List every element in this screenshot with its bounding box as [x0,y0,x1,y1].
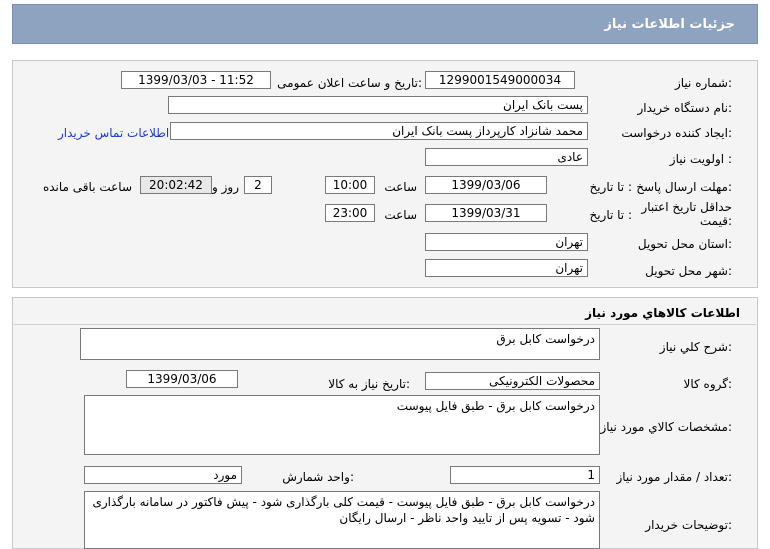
city-label: شهر محل تحویل: [645,264,732,278]
quantity-field: 1 [450,466,600,484]
section-divider [14,324,756,325]
creator-field: محمد شانزاد کارپرداز پست بانک ایران [170,122,588,140]
validity-time-label: ساعت [384,208,417,222]
days-label: روز و [212,180,239,194]
quantity-label: تعداد / مقدار مورد نیاز: [616,470,732,484]
validity-to-date-label: تا تاریخ : [589,208,632,222]
announce-datetime-label: تاریخ و ساعت اعلان عمومی: [277,76,422,90]
buyer-contact-link[interactable]: اطلاعات تماس خریدار [58,126,170,140]
specs-label: مشخصات کالاي مورد نياز: [600,420,732,434]
validity-label-2: قیمت: [699,214,732,228]
validity-label: حداقل تاریخ اعتبار [641,200,732,214]
goods-group-field: محصولات الکترونیکی [425,372,600,390]
priority-field: عادی [425,148,588,166]
buyer-org-field: پست بانک ایران [168,96,588,114]
remaining-days-field: 2 [244,176,272,194]
need-number-field: 1299001549000034 [425,71,575,89]
summary-field: درخواست کابل برق [80,328,600,360]
province-label: استان محل تحویل: [637,237,732,251]
buyer-notes-label: توضیحات خریدار: [645,518,732,532]
need-date-label: تاریخ نیاز به کالا: [328,377,410,391]
remaining-time-field: 20:02:42 [140,176,212,194]
deadline-time-label: ساعت [384,180,417,194]
buyer-org-label: نام دستگاه خریدار: [637,101,732,115]
goods-section-title: اطلاعات کالاهاي مورد نياز [585,306,740,320]
need-info-panel [12,60,758,288]
priority-label: اولویت نیاز : [669,152,732,166]
unit-label: واحد شمارش: [282,470,354,484]
validity-time-field: 23:00 [325,204,375,222]
deadline-label: مهلت ارسال پاسخ: [636,180,732,194]
city-field: تهران [425,259,588,277]
page-header [12,4,758,44]
remaining-label: ساعت باقی مانده [42,180,132,194]
validity-date-field: 1399/03/31 [425,204,547,222]
summary-label: شرح کلي نياز: [659,340,732,354]
need-number-label: شماره نیاز: [674,76,732,90]
buyer-notes-field: درخواست کابل برق - طبق فایل پیوست - قیمت کلی بارگذاری شود - پیش فاکتور در سامانه بارگذاری شود - تسویه پس از تایید واحد ناظر - ارسال رایگان [84,491,600,549]
province-field: تهران [425,233,588,251]
deadline-time-field: 10:00 [325,176,375,194]
page-title: جزئیات اطلاعات نیاز [604,17,735,32]
specs-field: درخواست کابل برق - طبق فایل پیوست [84,395,600,455]
unit-field: مورد [84,466,242,484]
deadline-to-date-label: تا تاریخ : [589,180,632,194]
announce-datetime-field: 1399/03/03 - 11:52 [121,71,271,89]
goods-group-label: گروه کالا: [683,377,732,391]
creator-label: ایجاد کننده درخواست: [621,126,732,140]
deadline-date-field: 1399/03/06 [425,176,547,194]
need-date-field: 1399/03/06 [126,370,238,388]
